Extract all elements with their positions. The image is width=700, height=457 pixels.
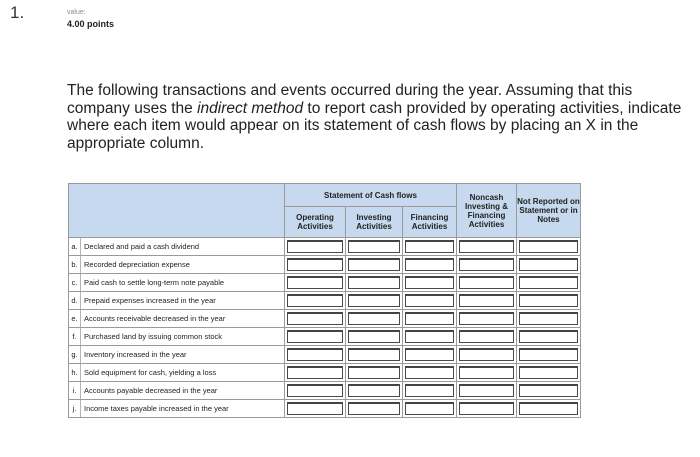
- answer-cell-financing: [403, 382, 457, 400]
- item-description-cell: [69, 310, 285, 328]
- answer-cell-investing: [346, 328, 403, 346]
- question-prompt: [67, 82, 689, 152]
- answer-input-financing[interactable]: [405, 276, 454, 289]
- answer-cell-investing: [346, 256, 403, 274]
- table-row: [69, 310, 581, 328]
- table-row: [69, 274, 581, 292]
- answer-input-financing[interactable]: [405, 294, 454, 307]
- answer-cell-operating: [285, 346, 346, 364]
- answer-cell-investing: [346, 238, 403, 256]
- answer-input-noncash[interactable]: [459, 240, 514, 253]
- cash-flow-worksheet-table: [68, 183, 581, 418]
- item-letter: a.: [69, 238, 81, 255]
- answer-input-investing[interactable]: [348, 330, 400, 343]
- answer-cell-noncash: [457, 364, 517, 382]
- item-description-cell: [69, 238, 285, 256]
- header-financing: Financing Activities: [403, 207, 457, 238]
- answer-input-financing[interactable]: [405, 258, 454, 271]
- table-row: [69, 328, 581, 346]
- points-value: 4.00 points: [67, 19, 115, 29]
- item-letter: j.: [69, 400, 81, 417]
- answer-cell-operating: [285, 292, 346, 310]
- answer-input-not-reported[interactable]: [519, 240, 578, 253]
- answer-input-financing[interactable]: [405, 384, 454, 397]
- answer-input-not-reported[interactable]: [519, 330, 578, 343]
- answer-cell-financing: [403, 238, 457, 256]
- item-letter: f.: [69, 328, 81, 345]
- answer-cell-operating: [285, 400, 346, 418]
- answer-input-operating[interactable]: [287, 276, 343, 289]
- answer-input-operating[interactable]: [287, 258, 343, 271]
- header-noncash: Noncash Investing & Financing Activities: [457, 184, 517, 238]
- table-row: [69, 364, 581, 382]
- answer-input-operating[interactable]: [287, 312, 343, 325]
- item-description-cell: [69, 292, 285, 310]
- item-text: Sold equipment for cash, yielding a loss: [84, 368, 217, 377]
- table-row: [69, 382, 581, 400]
- answer-cell-noncash: [457, 382, 517, 400]
- answer-cell-operating: [285, 274, 346, 292]
- item-description-cell: [69, 382, 285, 400]
- answer-input-operating[interactable]: [287, 402, 343, 415]
- answer-input-investing[interactable]: [348, 258, 400, 271]
- header-row-top: [69, 184, 581, 207]
- answer-input-financing[interactable]: [405, 366, 454, 379]
- answer-cell-not-reported: [517, 310, 581, 328]
- answer-cell-financing: [403, 256, 457, 274]
- answer-input-investing[interactable]: [348, 240, 400, 253]
- answer-cell-investing: [346, 274, 403, 292]
- answer-input-operating[interactable]: [287, 384, 343, 397]
- item-description-cell: [69, 328, 285, 346]
- answer-cell-financing: [403, 346, 457, 364]
- answer-input-operating[interactable]: [287, 330, 343, 343]
- item-description-cell: [69, 400, 285, 418]
- answer-cell-operating: [285, 310, 346, 328]
- answer-input-investing[interactable]: [348, 348, 400, 361]
- answer-cell-noncash: [457, 400, 517, 418]
- answer-input-noncash[interactable]: [459, 294, 514, 307]
- answer-cell-investing: [346, 310, 403, 328]
- answer-input-noncash[interactable]: [459, 348, 514, 361]
- answer-input-noncash[interactable]: [459, 312, 514, 325]
- answer-input-investing[interactable]: [348, 402, 400, 415]
- answer-cell-financing: [403, 292, 457, 310]
- answer-cell-operating: [285, 364, 346, 382]
- answer-input-investing[interactable]: [348, 276, 400, 289]
- item-text: Recorded depreciation expense: [84, 260, 190, 269]
- answer-cell-noncash: [457, 274, 517, 292]
- answer-input-not-reported[interactable]: [519, 348, 578, 361]
- item-text: Accounts receivable decreased in the year: [84, 314, 226, 323]
- answer-cell-not-reported: [517, 346, 581, 364]
- answer-input-not-reported[interactable]: [519, 276, 578, 289]
- answer-input-not-reported[interactable]: [519, 402, 578, 415]
- answer-cell-noncash: [457, 328, 517, 346]
- answer-input-financing[interactable]: [405, 312, 454, 325]
- header-investing: Investing Activities: [346, 207, 403, 238]
- answer-input-investing[interactable]: [348, 294, 400, 307]
- answer-input-not-reported[interactable]: [519, 366, 578, 379]
- answer-cell-operating: [285, 328, 346, 346]
- answer-input-investing[interactable]: [348, 384, 400, 397]
- answer-cell-operating: [285, 238, 346, 256]
- answer-cell-operating: [285, 382, 346, 400]
- answer-cell-not-reported: [517, 238, 581, 256]
- answer-input-noncash[interactable]: [459, 276, 514, 289]
- item-text: Accounts payable decreased in the year: [84, 386, 218, 395]
- table-row: [69, 346, 581, 364]
- answer-cell-investing: [346, 382, 403, 400]
- answer-cell-investing: [346, 292, 403, 310]
- answer-input-financing[interactable]: [405, 402, 454, 415]
- item-text: Declared and paid a cash dividend: [84, 242, 200, 251]
- answer-cell-financing: [403, 364, 457, 382]
- answer-cell-operating: [285, 256, 346, 274]
- item-letter: g.: [69, 346, 81, 363]
- item-text: Inventory increased in the year: [84, 350, 187, 359]
- prompt-emphasis: indirect method: [197, 99, 304, 117]
- answer-input-financing[interactable]: [405, 240, 454, 253]
- table-row: [69, 256, 581, 274]
- item-description-cell: [69, 346, 285, 364]
- answer-input-not-reported[interactable]: [519, 384, 578, 397]
- answer-cell-not-reported: [517, 256, 581, 274]
- item-letter: b.: [69, 256, 81, 273]
- item-letter: c.: [69, 274, 81, 291]
- item-text: Prepaid expenses increased in the year: [84, 296, 216, 305]
- answer-input-noncash[interactable]: [459, 366, 514, 379]
- item-text: Income taxes payable increased in the year: [84, 404, 229, 413]
- answer-input-operating[interactable]: [287, 240, 343, 253]
- header-operating: Operating Activities: [285, 207, 346, 238]
- answer-cell-noncash: [457, 256, 517, 274]
- answer-input-financing[interactable]: [405, 330, 454, 343]
- prompt-text-start: The following transactions and events occurred during the year. Assuming that this company uses the: [67, 82, 633, 117]
- answer-cell-investing: [346, 346, 403, 364]
- answer-cell-noncash: [457, 310, 517, 328]
- answer-cell-not-reported: [517, 274, 581, 292]
- answer-input-noncash[interactable]: [459, 384, 514, 397]
- answer-input-noncash[interactable]: [459, 258, 514, 271]
- answer-cell-noncash: [457, 346, 517, 364]
- item-letter: h.: [69, 364, 81, 381]
- item-description-cell: [69, 364, 285, 382]
- prompt-text-end: to report cash provided by operating activities, indicate where each item would appear on its statement of cash flows by placing an X in the appropriate column.: [67, 99, 682, 152]
- statement-group-header: Statement of Cash flows: [285, 184, 457, 207]
- answer-cell-financing: [403, 328, 457, 346]
- answer-cell-noncash: [457, 292, 517, 310]
- table-row: [69, 400, 581, 418]
- answer-cell-not-reported: [517, 364, 581, 382]
- answer-input-financing[interactable]: [405, 348, 454, 361]
- answer-cell-financing: [403, 400, 457, 418]
- answer-input-operating[interactable]: [287, 366, 343, 379]
- item-description-cell: [69, 274, 285, 292]
- answer-cell-not-reported: [517, 328, 581, 346]
- value-label: value:: [67, 9, 86, 16]
- answer-cell-noncash: [457, 238, 517, 256]
- table-row: [69, 292, 581, 310]
- item-text: Paid cash to settle long-term note payable: [84, 278, 225, 287]
- answer-input-investing[interactable]: [348, 366, 400, 379]
- item-letter: d.: [69, 292, 81, 309]
- answer-cell-not-reported: [517, 382, 581, 400]
- answer-input-investing[interactable]: [348, 312, 400, 325]
- item-text: Purchased land by issuing common stock: [84, 332, 222, 341]
- answer-cell-financing: [403, 274, 457, 292]
- answer-input-noncash[interactable]: [459, 402, 514, 415]
- answer-cell-investing: [346, 364, 403, 382]
- answer-cell-investing: [346, 400, 403, 418]
- answer-input-operating[interactable]: [287, 294, 343, 307]
- question-number: 1.: [10, 3, 25, 22]
- item-description-cell: [69, 256, 285, 274]
- answer-cell-not-reported: [517, 400, 581, 418]
- header-blank-cell: [69, 184, 285, 238]
- answer-input-not-reported[interactable]: [519, 294, 578, 307]
- answer-input-not-reported[interactable]: [519, 258, 578, 271]
- header-not-reported: Not Reported on Statement or in Notes: [517, 184, 581, 238]
- item-letter: i.: [69, 382, 81, 399]
- answer-input-noncash[interactable]: [459, 330, 514, 343]
- answer-input-operating[interactable]: [287, 348, 343, 361]
- answer-cell-financing: [403, 310, 457, 328]
- table-row: [69, 238, 581, 256]
- answer-input-not-reported[interactable]: [519, 312, 578, 325]
- item-letter: e.: [69, 310, 81, 327]
- answer-cell-not-reported: [517, 292, 581, 310]
